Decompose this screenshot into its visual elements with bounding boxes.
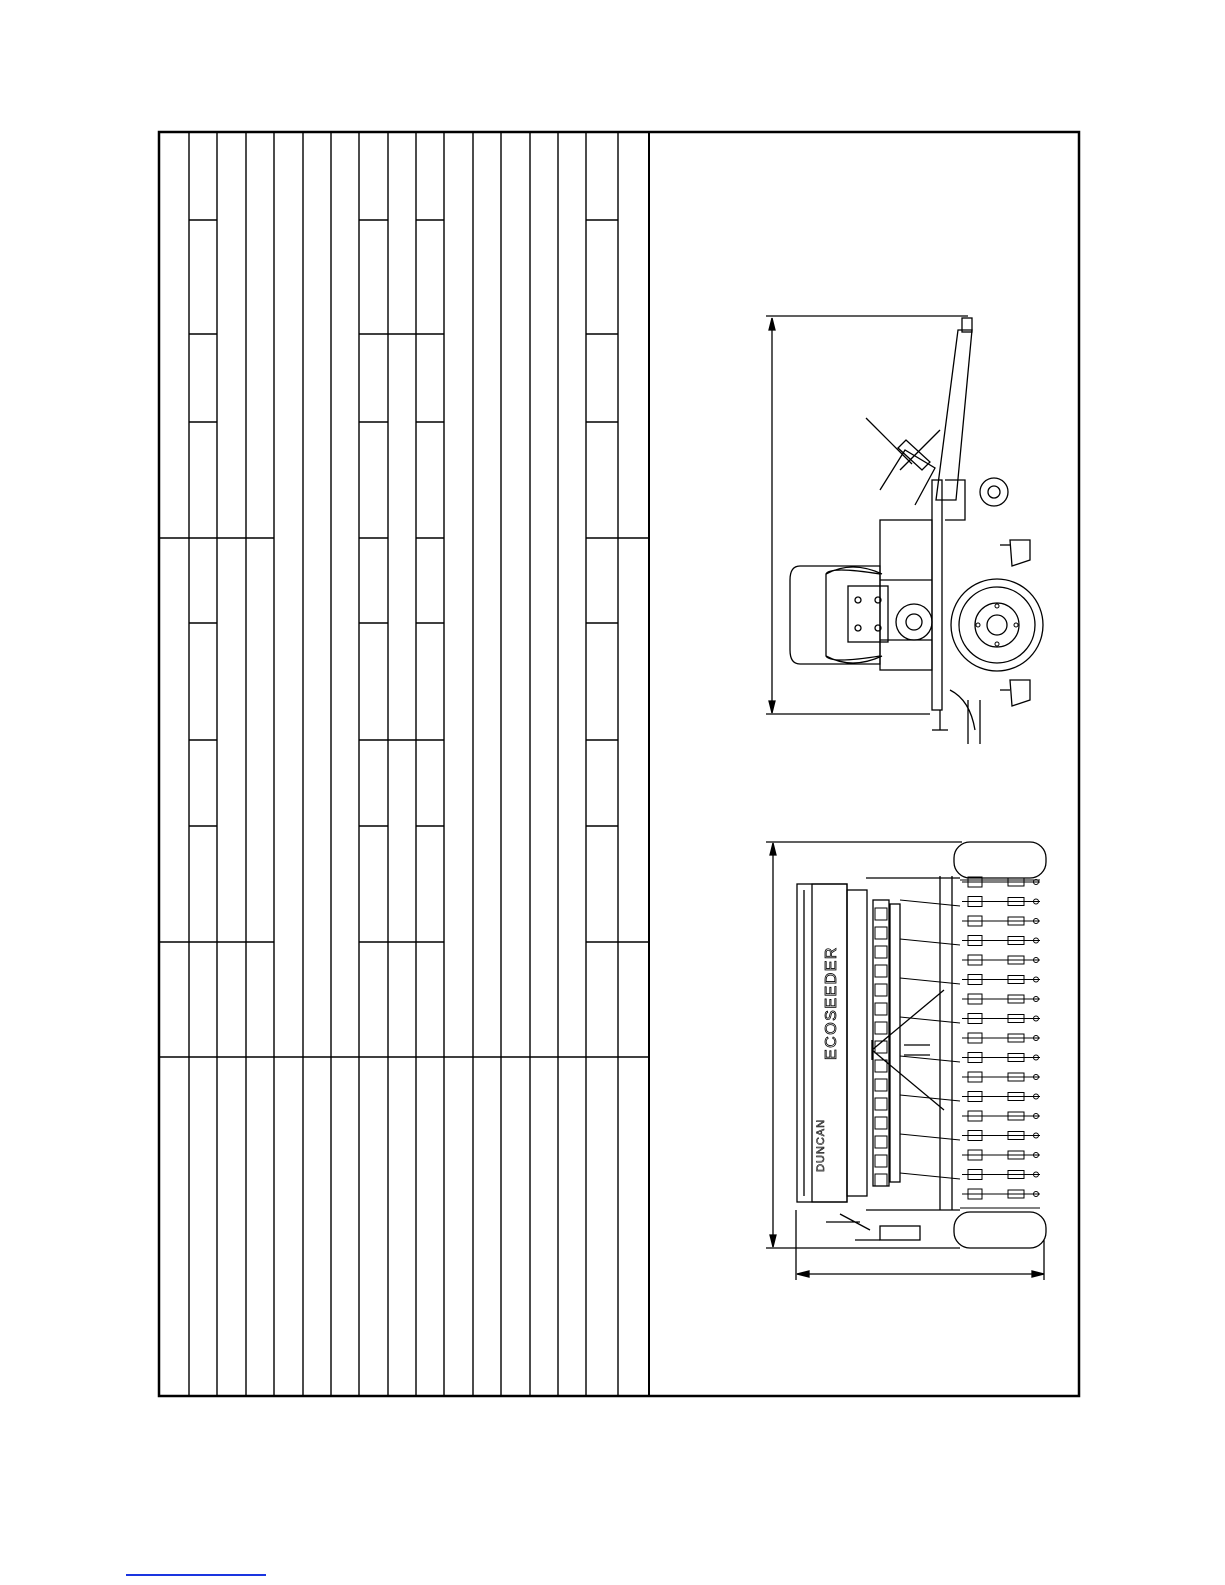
footer-link-underline[interactable]	[126, 1574, 266, 1576]
seed-tube	[900, 900, 960, 906]
metering-cell	[875, 1022, 887, 1034]
seed-tube	[900, 939, 960, 945]
metering-cell	[875, 1079, 887, 1091]
metering-cell	[875, 1155, 887, 1167]
brand-text: ECOSEEDER	[823, 946, 840, 1060]
side-view-drawing	[766, 316, 1043, 744]
plan-view-drawing	[766, 842, 1046, 1280]
metering-cell	[875, 1003, 887, 1015]
spec-table	[159, 132, 649, 1396]
metering-cell	[875, 908, 887, 920]
seed-tube	[900, 1095, 960, 1101]
metering-cell	[875, 1117, 887, 1129]
plan-view-dimensions	[766, 842, 1044, 1280]
table-row-dividers	[189, 132, 618, 1396]
maker-text: DUNCAN	[815, 1118, 827, 1172]
metering-cell	[875, 1136, 887, 1148]
seed-tube	[900, 1056, 960, 1062]
side-view-dimension	[766, 316, 968, 714]
page-frame	[159, 132, 1079, 1396]
metering-cell	[875, 1098, 887, 1110]
metering-cell	[875, 984, 887, 996]
metering-cell	[875, 927, 887, 939]
metering-cell	[875, 1174, 887, 1186]
metering-cell	[875, 946, 887, 958]
seed-tube	[900, 1173, 960, 1179]
coulter-rows	[960, 880, 1040, 1208]
seed-tube	[900, 1134, 960, 1140]
metering-cell	[875, 965, 887, 977]
seed-tube	[900, 978, 960, 984]
